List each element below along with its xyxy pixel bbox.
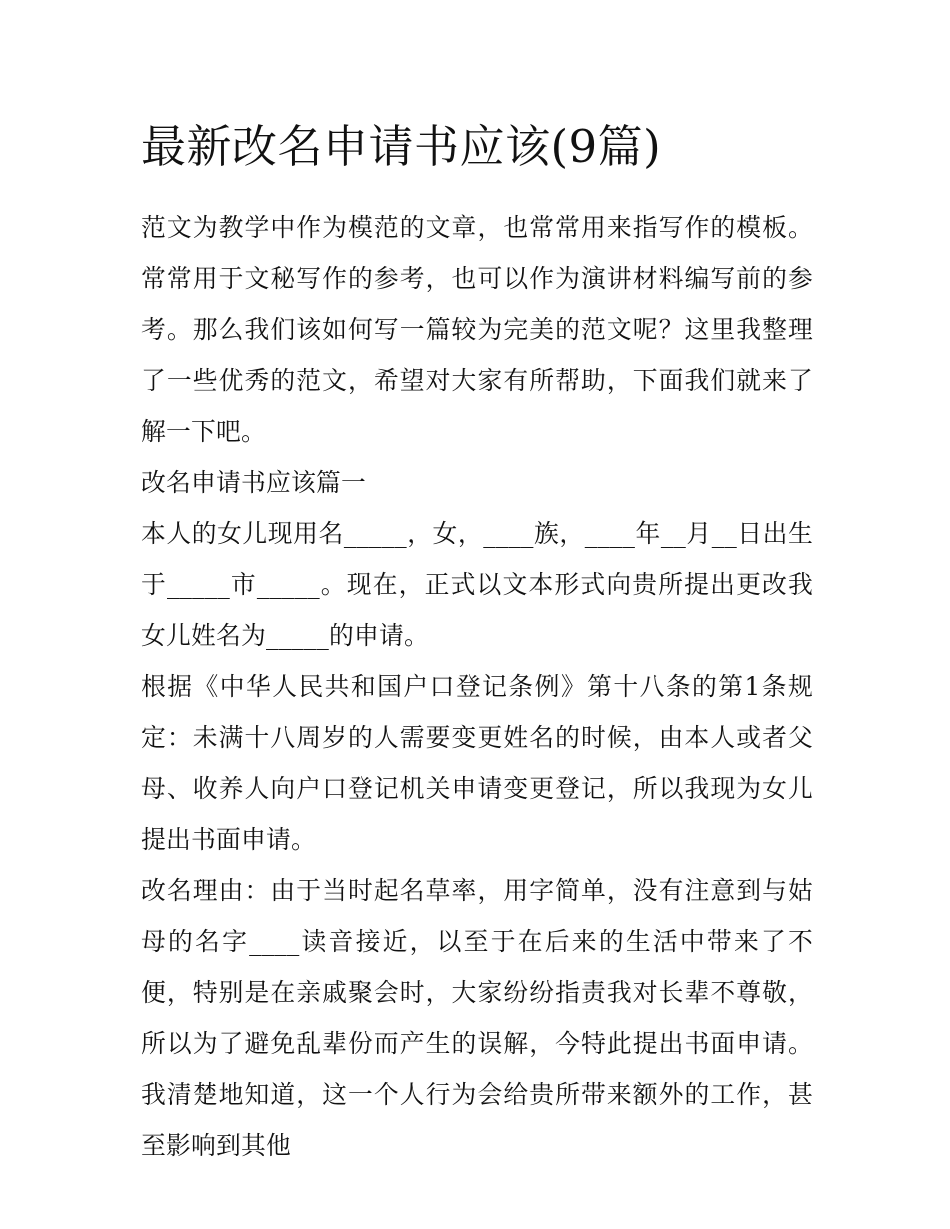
reason-paragraph: 改名理由：由于当时起名草率，用字简单，没有注意到与姑母的名字____读音接近，以至于在后来的生活中带来了不便，特别是在亲戚聚会时，大家纷纷指责我对长辈不尊敬，所以为了避免乱辈份而产生的误解，今特此提出书面申请。我清楚地知道，这一个人行为会给贵所带来额外的工作，甚至影响到其他 xyxy=(141,876,813,1160)
legal-basis-paragraph: 根据《中华人民共和国户口登记条例》第十八条的第1条规定：未满十八周岁的人需要变更姓名的时候，由本人或者父母、收养人向户口登记机关申请变更登记，所以我现为女儿提出书面申请。 xyxy=(141,672,813,854)
section-heading: 改名申请书应该篇一 xyxy=(141,468,366,497)
document-body xyxy=(141,112,813,1171)
document-title: 最新改名申请书应该(9篇) xyxy=(141,120,662,173)
intro-paragraph: 范文为教学中作为模范的文章，也常常用来指写作的模板。常常用于文秘写作的参考，也可以作为演讲材料编写前的参考。那么我们该如何写一篇较为完美的范文呢？这里我整理了一些优秀的范文，希望对大家有所帮助，下面我们就来了解一下吧。 xyxy=(141,213,813,446)
applicant-info-paragraph: 本人的女儿现用名_____，女，____族，____年__月__日出生于_____市_____。现在，正式以文本形式向贵所提出更改我女儿姓名为_____的申请。 xyxy=(141,519,813,650)
